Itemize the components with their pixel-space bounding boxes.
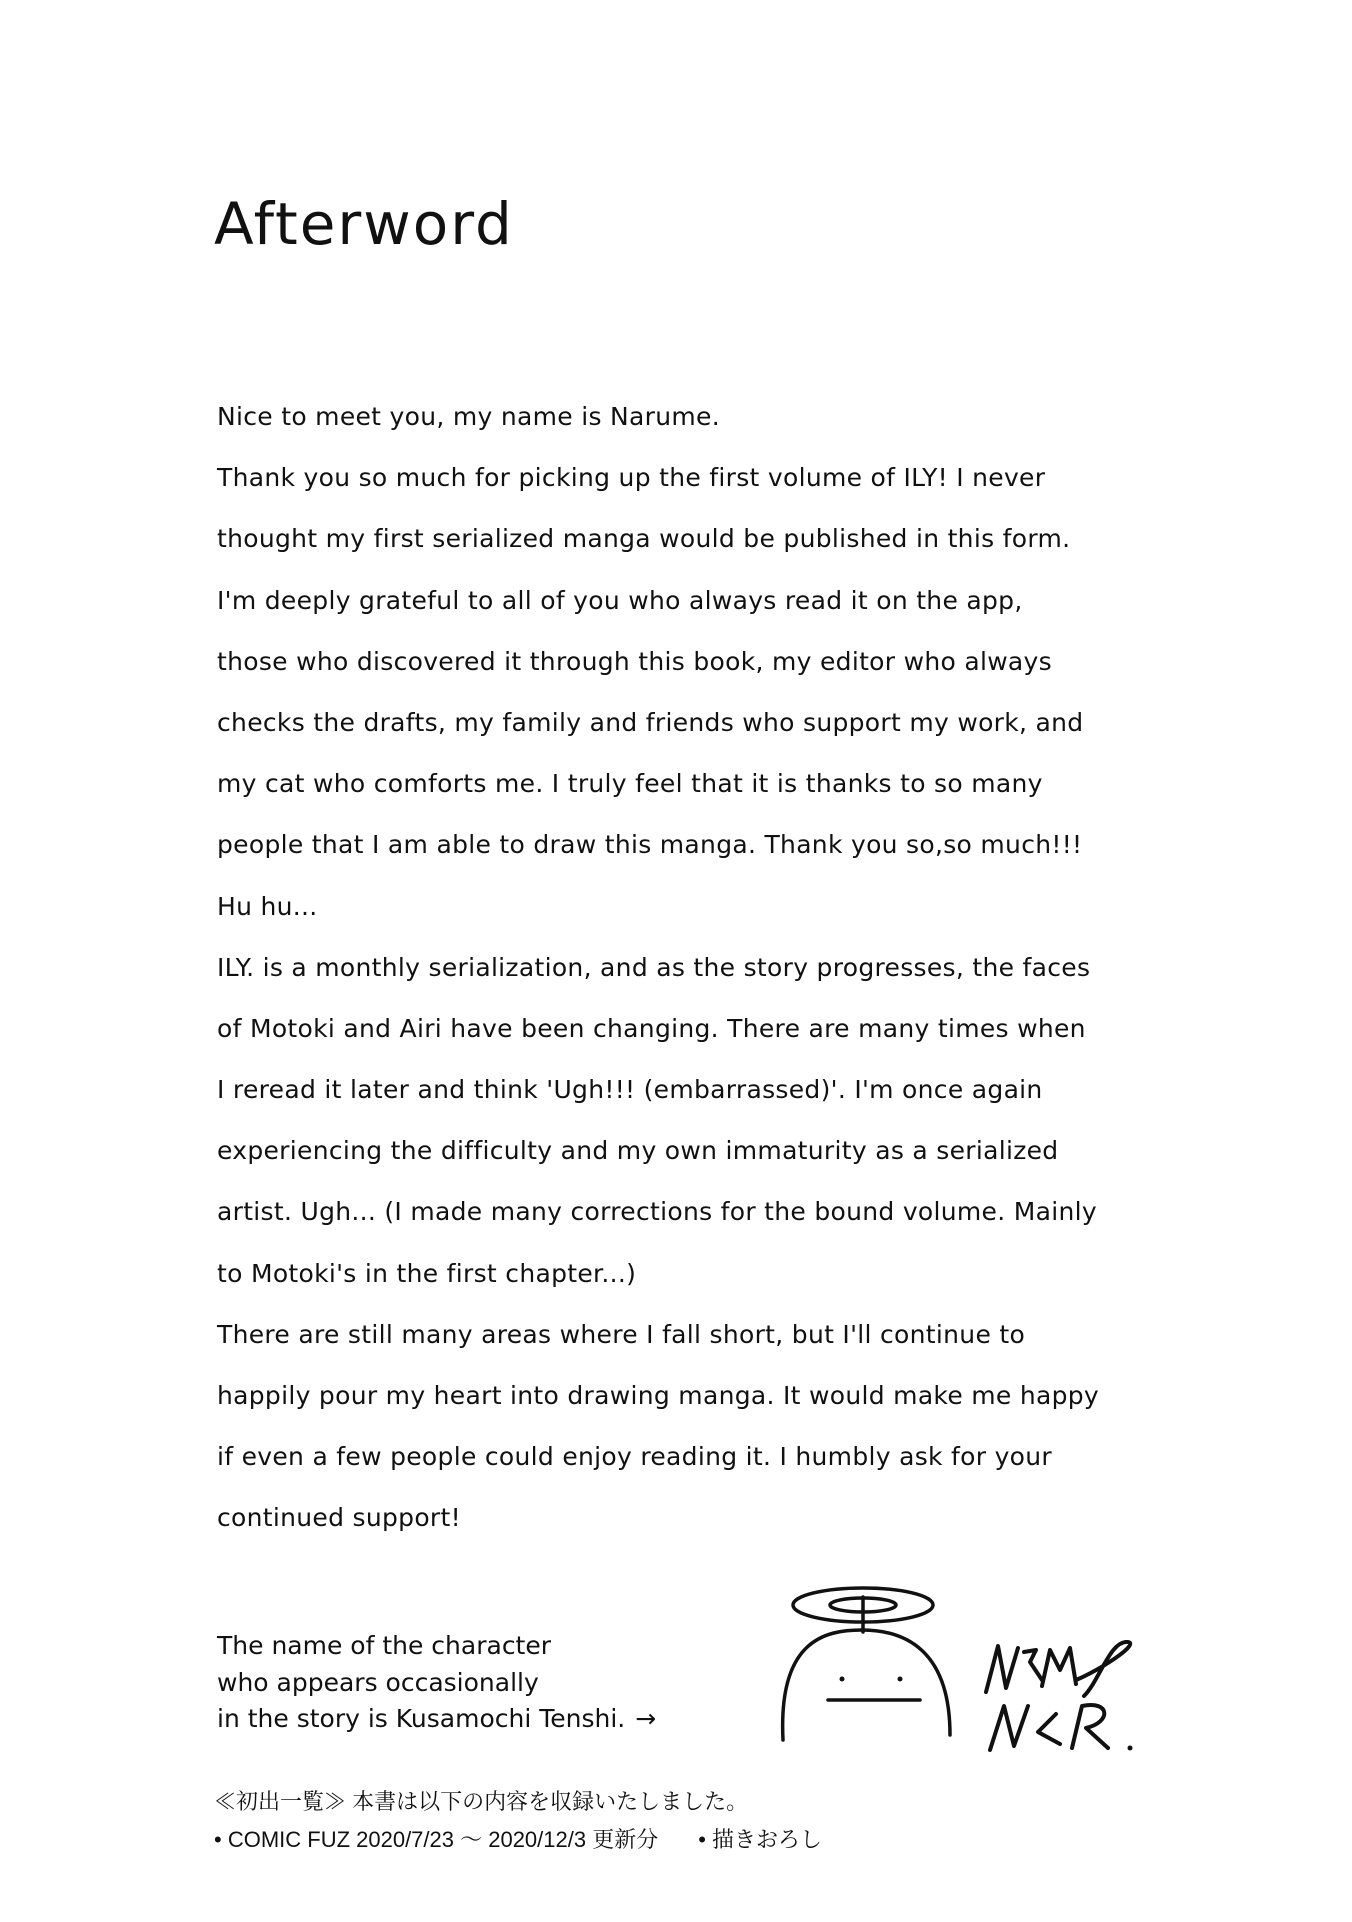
body-line: There are still many areas where I fall short, but I'll continue to	[217, 1319, 1026, 1349]
credits-item: • 描きおろし	[698, 1827, 823, 1852]
body-line: checks the drafts, my family and friends who support my work, and	[217, 707, 1084, 737]
arrow-right-icon: →	[635, 1704, 657, 1733]
body-line: people that I am able to draw this manga. Thank you so,so much!!!	[217, 830, 1083, 860]
body-line: Hu hu...	[217, 891, 318, 921]
body-outline	[783, 1630, 950, 1740]
body-line: those who discovered it through this book, my editor who always	[217, 646, 1052, 676]
note-line: who appears occasionally	[217, 1667, 539, 1697]
publication-credits	[214, 1783, 822, 1859]
credits-items	[214, 1821, 822, 1859]
body-line: ILY. is a monthly serialization, and as the story progresses, the faces	[217, 952, 1091, 982]
body-line: I'm deeply grateful to all of you who always read it on the app,	[217, 585, 1023, 615]
body-line: if even a few people could enjoy reading it. I humbly ask for your	[217, 1442, 1052, 1472]
eye-right	[898, 1677, 903, 1682]
note-line-text: in the story is Kusamochi Tenshi.	[217, 1704, 626, 1733]
note-line: The name of the character	[217, 1631, 552, 1660]
body-line: happily pour my heart into drawing manga. It would make me happy	[217, 1381, 1100, 1410]
note-line	[217, 1701, 737, 1738]
page-title: Afterword	[214, 190, 514, 258]
body-line: artist. Ugh... (I made many corrections for the bound volume. Mainly	[217, 1197, 1097, 1227]
author-signature	[980, 1640, 1150, 1760]
body-line: experiencing the difficulty and my own immaturity as a serialized	[217, 1136, 1059, 1166]
body-line: of Motoki and Airi have been changing. There are many times when	[217, 1013, 1086, 1043]
kusamochi-tenshi-illustration	[770, 1580, 970, 1760]
body-line: continued support!	[217, 1503, 461, 1533]
body-line: thought my first serialized manga would be published in this form.	[217, 524, 1071, 554]
eye-left	[840, 1677, 845, 1682]
body-line: my cat who comforts me. I truly feel that it is thanks to so many	[217, 769, 1043, 799]
body-line: I reread it later and think 'Ugh!!! (embarrassed)'. I'm once again	[217, 1075, 1043, 1105]
character-note	[217, 1628, 737, 1738]
credits-item: • COMIC FUZ 2020/7/23 〜 2020/12/3 更新分	[214, 1827, 659, 1852]
credits-heading: ≪初出一覧≫ 本書は以下の内容を収録いたしました。	[214, 1789, 749, 1814]
body-line: Thank you so much for picking up the first volume of ILY! I never	[217, 463, 1046, 493]
body-line: to Motoki's in the first chapter...)	[217, 1258, 637, 1288]
afterword-body	[217, 386, 1217, 1549]
body-line: Nice to meet you, my name is Narume.	[217, 402, 720, 431]
